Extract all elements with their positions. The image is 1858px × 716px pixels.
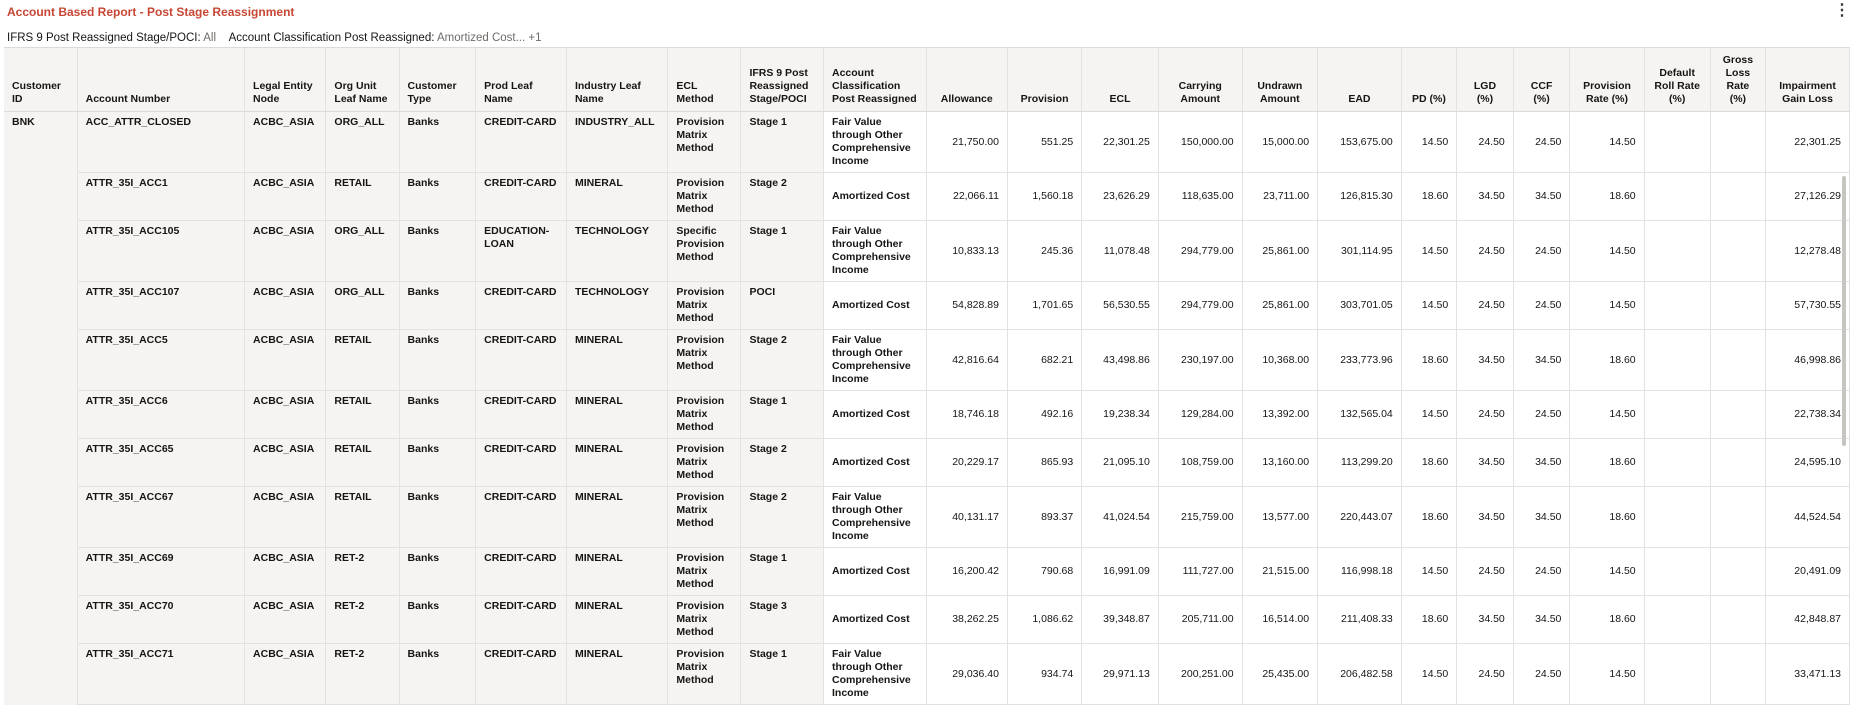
- cell-cls: Fair Value through Other Comprehensive Income: [824, 221, 927, 282]
- filter-stage-label: IFRS 9 Post Reassigned Stage/POCI:: [7, 32, 201, 44]
- cell-method: Provision Matrix Method: [668, 596, 741, 644]
- cell-org: ORG_ALL: [326, 221, 399, 282]
- cell-ead: 301,114.95: [1318, 221, 1402, 282]
- cell-carrying: 108,759.00: [1158, 439, 1242, 487]
- cell-gloss: [1710, 221, 1765, 282]
- cell-igl: 20,491.09: [1766, 548, 1850, 596]
- column-header[interactable]: LGD (%): [1457, 48, 1514, 112]
- cell-ecl: 19,238.34: [1082, 391, 1159, 439]
- cell-stage: Stage 1: [741, 221, 824, 282]
- column-header[interactable]: Provision Rate (%): [1570, 48, 1644, 112]
- cell-stage: Stage 1: [741, 548, 824, 596]
- cell-undrawn: 13,577.00: [1242, 487, 1317, 548]
- cell-cls: Fair Value through Other Comprehensive Income: [824, 330, 927, 391]
- cell-droll: [1644, 644, 1710, 705]
- column-header[interactable]: IFRS 9 Post Reassigned Stage/POCI: [741, 48, 824, 112]
- cell-org: ORG_ALL: [326, 282, 399, 330]
- cell-droll: [1644, 487, 1710, 548]
- cell-carrying: 294,779.00: [1158, 282, 1242, 330]
- cell-allowance: 16,200.42: [926, 548, 1007, 596]
- cell-lgd: 34.50: [1457, 173, 1514, 221]
- cell-lgd: 24.50: [1457, 644, 1514, 705]
- cell-ctype: Banks: [399, 391, 476, 439]
- cell-industry: MINERAL: [566, 644, 667, 705]
- cell-ead: 303,701.05: [1318, 282, 1402, 330]
- table-row[interactable]: [4, 487, 1850, 548]
- filter-classification-label: Account Classification Post Reassigned:: [228, 32, 435, 44]
- cell-prod: CREDIT-CARD: [476, 548, 567, 596]
- column-header[interactable]: Legal Entity Node: [245, 48, 326, 112]
- cell-prod: EDUCATION-LOAN: [476, 221, 567, 282]
- cell-igl: 42,848.87: [1766, 596, 1850, 644]
- cell-method: Specific Provision Method: [668, 221, 741, 282]
- cell-droll: [1644, 391, 1710, 439]
- table-row[interactable]: [4, 330, 1850, 391]
- cell-lgd: 24.50: [1457, 282, 1514, 330]
- cell-legal: ACBC_ASIA: [245, 548, 326, 596]
- cell-industry: TECHNOLOGY: [566, 221, 667, 282]
- cell-prate: 18.60: [1570, 487, 1644, 548]
- cell-provision: 893.37: [1007, 487, 1081, 548]
- cell-undrawn: 16,514.00: [1242, 596, 1317, 644]
- cell-pd: 18.60: [1401, 487, 1456, 548]
- cell-prate: 18.60: [1570, 439, 1644, 487]
- cell-pd: 18.60: [1401, 173, 1456, 221]
- cell-gloss: [1710, 112, 1765, 173]
- cell-ecl: 16,991.09: [1082, 548, 1159, 596]
- cell-igl: 27,126.29: [1766, 173, 1850, 221]
- cell-industry: MINERAL: [566, 596, 667, 644]
- cell-undrawn: 13,392.00: [1242, 391, 1317, 439]
- cell-carrying: 215,759.00: [1158, 487, 1242, 548]
- cell-provision: 1,560.18: [1007, 173, 1081, 221]
- cell-org: RET-2: [326, 548, 399, 596]
- cell-droll: [1644, 112, 1710, 173]
- cell-ccf: 34.50: [1513, 173, 1570, 221]
- cell-prate: 14.50: [1570, 282, 1644, 330]
- cell-provision: 790.68: [1007, 548, 1081, 596]
- cell-ctype: Banks: [399, 596, 476, 644]
- cell-gloss: [1710, 391, 1765, 439]
- cell-method: Provision Matrix Method: [668, 282, 741, 330]
- cell-ead: 220,443.07: [1318, 487, 1402, 548]
- cell-ecl: 29,971.13: [1082, 644, 1159, 705]
- cell-pd: 18.60: [1401, 439, 1456, 487]
- cell-droll: [1644, 221, 1710, 282]
- cell-account: ATTR_35I_ACC65: [77, 439, 244, 487]
- cell-prod: CREDIT-CARD: [476, 391, 567, 439]
- column-header[interactable]: PD (%): [1401, 48, 1456, 112]
- cell-cls: Fair Value through Other Comprehensive Income: [824, 487, 927, 548]
- table-row[interactable]: [4, 221, 1850, 282]
- cell-cls: Amortized Cost: [824, 439, 927, 487]
- cell-allowance: 21,750.00: [926, 112, 1007, 173]
- column-header[interactable]: Customer Type: [399, 48, 476, 112]
- cell-method: Provision Matrix Method: [668, 112, 741, 173]
- column-header[interactable]: Account Classification Post Reassigned: [824, 48, 927, 112]
- cell-stage: Stage 1: [741, 644, 824, 705]
- cell-prate: 14.50: [1570, 391, 1644, 439]
- cell-gloss: [1710, 173, 1765, 221]
- cell-method: Provision Matrix Method: [668, 487, 741, 548]
- cell-gloss: [1710, 548, 1765, 596]
- cell-method: Provision Matrix Method: [668, 173, 741, 221]
- cell-provision: 865.93: [1007, 439, 1081, 487]
- cell-lgd: 34.50: [1457, 487, 1514, 548]
- cell-provision: 1,701.65: [1007, 282, 1081, 330]
- column-header[interactable]: Provision: [1007, 48, 1081, 112]
- cell-lgd: 24.50: [1457, 112, 1514, 173]
- cell-gloss: [1710, 644, 1765, 705]
- cell-undrawn: 25,861.00: [1242, 221, 1317, 282]
- cell-account: ATTR_35I_ACC105: [77, 221, 244, 282]
- cell-lgd: 34.50: [1457, 439, 1514, 487]
- cell-carrying: 294,779.00: [1158, 221, 1242, 282]
- cell-prate: 14.50: [1570, 221, 1644, 282]
- cell-prate: 18.60: [1570, 173, 1644, 221]
- cell-cls: Fair Value through Other Comprehensive Income: [824, 644, 927, 705]
- cell-legal: ACBC_ASIA: [245, 391, 326, 439]
- cell-igl: 22,301.25: [1766, 112, 1850, 173]
- cell-ctype: Banks: [399, 221, 476, 282]
- cell-igl: 44,524.54: [1766, 487, 1850, 548]
- cell-ecl: 43,498.86: [1082, 330, 1159, 391]
- cell-industry: MINERAL: [566, 439, 667, 487]
- cell-ccf: 24.50: [1513, 644, 1570, 705]
- filter-stage-value: All: [203, 32, 217, 44]
- cell-prate: 14.50: [1570, 548, 1644, 596]
- cell-pd: 14.50: [1401, 112, 1456, 173]
- cell-ccf: 34.50: [1513, 596, 1570, 644]
- cell-allowance: 22,066.11: [926, 173, 1007, 221]
- cell-account: ATTR_35I_ACC71: [77, 644, 244, 705]
- cell-undrawn: 21,515.00: [1242, 548, 1317, 596]
- column-header[interactable]: Carrying Amount: [1158, 48, 1242, 112]
- cell-ccf: 34.50: [1513, 439, 1570, 487]
- cell-pd: 18.60: [1401, 596, 1456, 644]
- more-options-icon[interactable]: ⋮: [1834, 2, 1850, 19]
- cell-cls: Amortized Cost: [824, 596, 927, 644]
- cell-ccf: 24.50: [1513, 112, 1570, 173]
- cell-ccf: 24.50: [1513, 391, 1570, 439]
- cell-stage: Stage 1: [741, 112, 824, 173]
- cell-org: RETAIL: [326, 487, 399, 548]
- cell-account: ACC_ATTR_CLOSED: [77, 112, 244, 173]
- cell-pd: 14.50: [1401, 644, 1456, 705]
- cell-ctype: Banks: [399, 487, 476, 548]
- cell-igl: 33,471.13: [1766, 644, 1850, 705]
- cell-account: ATTR_35I_ACC107: [77, 282, 244, 330]
- cell-org: RETAIL: [326, 391, 399, 439]
- cell-prod: CREDIT-CARD: [476, 439, 567, 487]
- cell-igl: 22,738.34: [1766, 391, 1850, 439]
- cell-account: ATTR_35I_ACC5: [77, 330, 244, 391]
- cell-ctype: Banks: [399, 548, 476, 596]
- cell-ecl: 22,301.25: [1082, 112, 1159, 173]
- cell-legal: ACBC_ASIA: [245, 487, 326, 548]
- cell-ccf: 24.50: [1513, 548, 1570, 596]
- cell-lgd: 34.50: [1457, 330, 1514, 391]
- cell-stage: Stage 3: [741, 596, 824, 644]
- cell-cls: Fair Value through Other Comprehensive Income: [824, 112, 927, 173]
- table-row[interactable]: [4, 282, 1850, 330]
- cell-method: Provision Matrix Method: [668, 391, 741, 439]
- cell-allowance: 29,036.40: [926, 644, 1007, 705]
- cell-carrying: 111,727.00: [1158, 548, 1242, 596]
- column-header[interactable]: CCF (%): [1513, 48, 1570, 112]
- cell-ead: 206,482.58: [1318, 644, 1402, 705]
- cell-prate: 18.60: [1570, 596, 1644, 644]
- cell-lgd: 34.50: [1457, 596, 1514, 644]
- cell-prate: 14.50: [1570, 112, 1644, 173]
- cell-gloss: [1710, 330, 1765, 391]
- cell-provision: 682.21: [1007, 330, 1081, 391]
- cell-pd: 14.50: [1401, 282, 1456, 330]
- cell-allowance: 18,746.18: [926, 391, 1007, 439]
- column-header[interactable]: Account Number: [77, 48, 244, 112]
- cell-gloss: [1710, 596, 1765, 644]
- cell-gloss: [1710, 439, 1765, 487]
- column-header[interactable]: ECL Method: [668, 48, 741, 112]
- cell-gloss: [1710, 282, 1765, 330]
- cell-ctype: Banks: [399, 173, 476, 221]
- cell-cls: Amortized Cost: [824, 173, 927, 221]
- cell-ecl: 41,024.54: [1082, 487, 1159, 548]
- cell-carrying: 150,000.00: [1158, 112, 1242, 173]
- column-header[interactable]: Industry Leaf Name: [566, 48, 667, 112]
- table-row[interactable]: [4, 439, 1850, 487]
- column-header[interactable]: ECL: [1082, 48, 1159, 112]
- cell-ccf: 24.50: [1513, 221, 1570, 282]
- cell-ecl: 39,348.87: [1082, 596, 1159, 644]
- cell-prod: CREDIT-CARD: [476, 330, 567, 391]
- column-header[interactable]: EAD: [1318, 48, 1402, 112]
- cell-stage: Stage 2: [741, 330, 824, 391]
- report-table: [4, 48, 1850, 705]
- column-header[interactable]: Impairment Gain Loss: [1766, 48, 1850, 112]
- cell-stage: Stage 1: [741, 391, 824, 439]
- filter-classification-value: Amortized Cost... +1: [436, 32, 542, 44]
- cell-org: RETAIL: [326, 439, 399, 487]
- cell-allowance: 20,229.17: [926, 439, 1007, 487]
- cell-legal: ACBC_ASIA: [245, 282, 326, 330]
- cell-droll: [1644, 548, 1710, 596]
- cell-ctype: Banks: [399, 439, 476, 487]
- column-header[interactable]: Undrawn Amount: [1242, 48, 1317, 112]
- cell-droll: [1644, 173, 1710, 221]
- customer-id-cell: BNK: [4, 112, 77, 705]
- cell-ctype: Banks: [399, 282, 476, 330]
- cell-igl: 57,730.55: [1766, 282, 1850, 330]
- cell-org: RETAIL: [326, 330, 399, 391]
- cell-igl: 24,595.10: [1766, 439, 1850, 487]
- cell-droll: [1644, 330, 1710, 391]
- cell-droll: [1644, 596, 1710, 644]
- cell-pd: 14.50: [1401, 391, 1456, 439]
- cell-prod: CREDIT-CARD: [476, 282, 567, 330]
- table-row[interactable]: [4, 173, 1850, 221]
- cell-ccf: 24.50: [1513, 282, 1570, 330]
- cell-stage: Stage 2: [741, 173, 824, 221]
- cell-allowance: 42,816.64: [926, 330, 1007, 391]
- cell-provision: 551.25: [1007, 112, 1081, 173]
- table-row[interactable]: [4, 391, 1850, 439]
- cell-carrying: 205,711.00: [1158, 596, 1242, 644]
- cell-ecl: 11,078.48: [1082, 221, 1159, 282]
- cell-igl: 12,278.48: [1766, 221, 1850, 282]
- table-header-row: [4, 48, 1850, 112]
- cell-droll: [1644, 439, 1710, 487]
- cell-undrawn: 23,711.00: [1242, 173, 1317, 221]
- cell-ead: 153,675.00: [1318, 112, 1402, 173]
- cell-cls: Amortized Cost: [824, 282, 927, 330]
- report-table-container[interactable]: [4, 47, 1850, 716]
- cell-cls: Amortized Cost: [824, 391, 927, 439]
- cell-org: RETAIL: [326, 173, 399, 221]
- cell-carrying: 129,284.00: [1158, 391, 1242, 439]
- cell-ead: 211,408.33: [1318, 596, 1402, 644]
- table-row[interactable]: [4, 548, 1850, 596]
- cell-pd: 18.60: [1401, 330, 1456, 391]
- cell-account: ATTR_35I_ACC67: [77, 487, 244, 548]
- cell-account: ATTR_35I_ACC6: [77, 391, 244, 439]
- cell-method: Provision Matrix Method: [668, 548, 741, 596]
- cell-prate: 14.50: [1570, 644, 1644, 705]
- filter-stage[interactable]: [7, 32, 216, 44]
- cell-ead: 132,565.04: [1318, 391, 1402, 439]
- cell-carrying: 230,197.00: [1158, 330, 1242, 391]
- cell-legal: ACBC_ASIA: [245, 644, 326, 705]
- cell-prod: CREDIT-CARD: [476, 173, 567, 221]
- table-row[interactable]: [4, 596, 1850, 644]
- cell-account: ATTR_35I_ACC69: [77, 548, 244, 596]
- cell-ccf: 34.50: [1513, 487, 1570, 548]
- cell-carrying: 200,251.00: [1158, 644, 1242, 705]
- cell-org: ORG_ALL: [326, 112, 399, 173]
- cell-gloss: [1710, 487, 1765, 548]
- cell-industry: TECHNOLOGY: [566, 282, 667, 330]
- cell-ecl: 21,095.10: [1082, 439, 1159, 487]
- column-header[interactable]: Allowance: [926, 48, 1007, 112]
- cell-legal: ACBC_ASIA: [245, 173, 326, 221]
- table-row[interactable]: [4, 112, 1850, 173]
- cell-undrawn: 25,435.00: [1242, 644, 1317, 705]
- cell-ead: 126,815.30: [1318, 173, 1402, 221]
- cell-lgd: 24.50: [1457, 548, 1514, 596]
- report-title: Account Based Report - Post Stage Reassignment: [7, 5, 295, 19]
- cell-ctype: Banks: [399, 644, 476, 705]
- cell-allowance: 38,262.25: [926, 596, 1007, 644]
- cell-prod: CREDIT-CARD: [476, 596, 567, 644]
- cell-provision: 1,086.62: [1007, 596, 1081, 644]
- cell-provision: 492.16: [1007, 391, 1081, 439]
- cell-org: RET-2: [326, 596, 399, 644]
- cell-undrawn: 15,000.00: [1242, 112, 1317, 173]
- filter-bar: [7, 32, 551, 44]
- cell-allowance: 54,828.89: [926, 282, 1007, 330]
- cell-legal: ACBC_ASIA: [245, 330, 326, 391]
- cell-prate: 18.60: [1570, 330, 1644, 391]
- cell-stage: Stage 2: [741, 439, 824, 487]
- cell-ead: 116,998.18: [1318, 548, 1402, 596]
- cell-stage: POCI: [741, 282, 824, 330]
- cell-droll: [1644, 282, 1710, 330]
- cell-undrawn: 13,160.00: [1242, 439, 1317, 487]
- cell-industry: MINERAL: [566, 173, 667, 221]
- cell-undrawn: 10,368.00: [1242, 330, 1317, 391]
- cell-lgd: 24.50: [1457, 221, 1514, 282]
- column-header[interactable]: Org Unit Leaf Name: [326, 48, 399, 112]
- cell-industry: MINERAL: [566, 391, 667, 439]
- cell-method: Provision Matrix Method: [668, 644, 741, 705]
- column-header[interactable]: Default Roll Rate (%): [1644, 48, 1710, 112]
- column-header[interactable]: Customer ID: [4, 48, 77, 112]
- cell-undrawn: 25,861.00: [1242, 282, 1317, 330]
- cell-ecl: 56,530.55: [1082, 282, 1159, 330]
- cell-legal: ACBC_ASIA: [245, 439, 326, 487]
- cell-lgd: 24.50: [1457, 391, 1514, 439]
- cell-provision: 245.36: [1007, 221, 1081, 282]
- cell-ecl: 23,626.29: [1082, 173, 1159, 221]
- column-header[interactable]: Prod Leaf Name: [476, 48, 567, 112]
- cell-account: ATTR_35I_ACC70: [77, 596, 244, 644]
- cell-igl: 46,998.86: [1766, 330, 1850, 391]
- cell-ctype: Banks: [399, 112, 476, 173]
- cell-ead: 113,299.20: [1318, 439, 1402, 487]
- cell-allowance: 10,833.13: [926, 221, 1007, 282]
- cell-pd: 14.50: [1401, 221, 1456, 282]
- cell-prod: CREDIT-CARD: [476, 644, 567, 705]
- cell-prod: CREDIT-CARD: [476, 487, 567, 548]
- cell-prod: CREDIT-CARD: [476, 112, 567, 173]
- table-row[interactable]: [4, 644, 1850, 705]
- column-header[interactable]: Gross Loss Rate (%): [1710, 48, 1765, 112]
- cell-ead: 233,773.96: [1318, 330, 1402, 391]
- cell-cls: Amortized Cost: [824, 548, 927, 596]
- cell-stage: Stage 2: [741, 487, 824, 548]
- cell-pd: 14.50: [1401, 548, 1456, 596]
- cell-provision: 934.74: [1007, 644, 1081, 705]
- cell-ctype: Banks: [399, 330, 476, 391]
- cell-method: Provision Matrix Method: [668, 330, 741, 391]
- cell-allowance: 40,131.17: [926, 487, 1007, 548]
- cell-method: Provision Matrix Method: [668, 439, 741, 487]
- filter-classification[interactable]: [229, 32, 542, 44]
- cell-industry: INDUSTRY_ALL: [566, 112, 667, 173]
- cell-org: RET-2: [326, 644, 399, 705]
- cell-legal: ACBC_ASIA: [245, 596, 326, 644]
- cell-industry: MINERAL: [566, 330, 667, 391]
- cell-legal: ACBC_ASIA: [245, 112, 326, 173]
- cell-ccf: 34.50: [1513, 330, 1570, 391]
- vertical-scrollbar[interactable]: [1842, 176, 1846, 446]
- cell-legal: ACBC_ASIA: [245, 221, 326, 282]
- cell-account: ATTR_35I_ACC1: [77, 173, 244, 221]
- cell-industry: MINERAL: [566, 487, 667, 548]
- cell-carrying: 118,635.00: [1158, 173, 1242, 221]
- cell-industry: MINERAL: [566, 548, 667, 596]
